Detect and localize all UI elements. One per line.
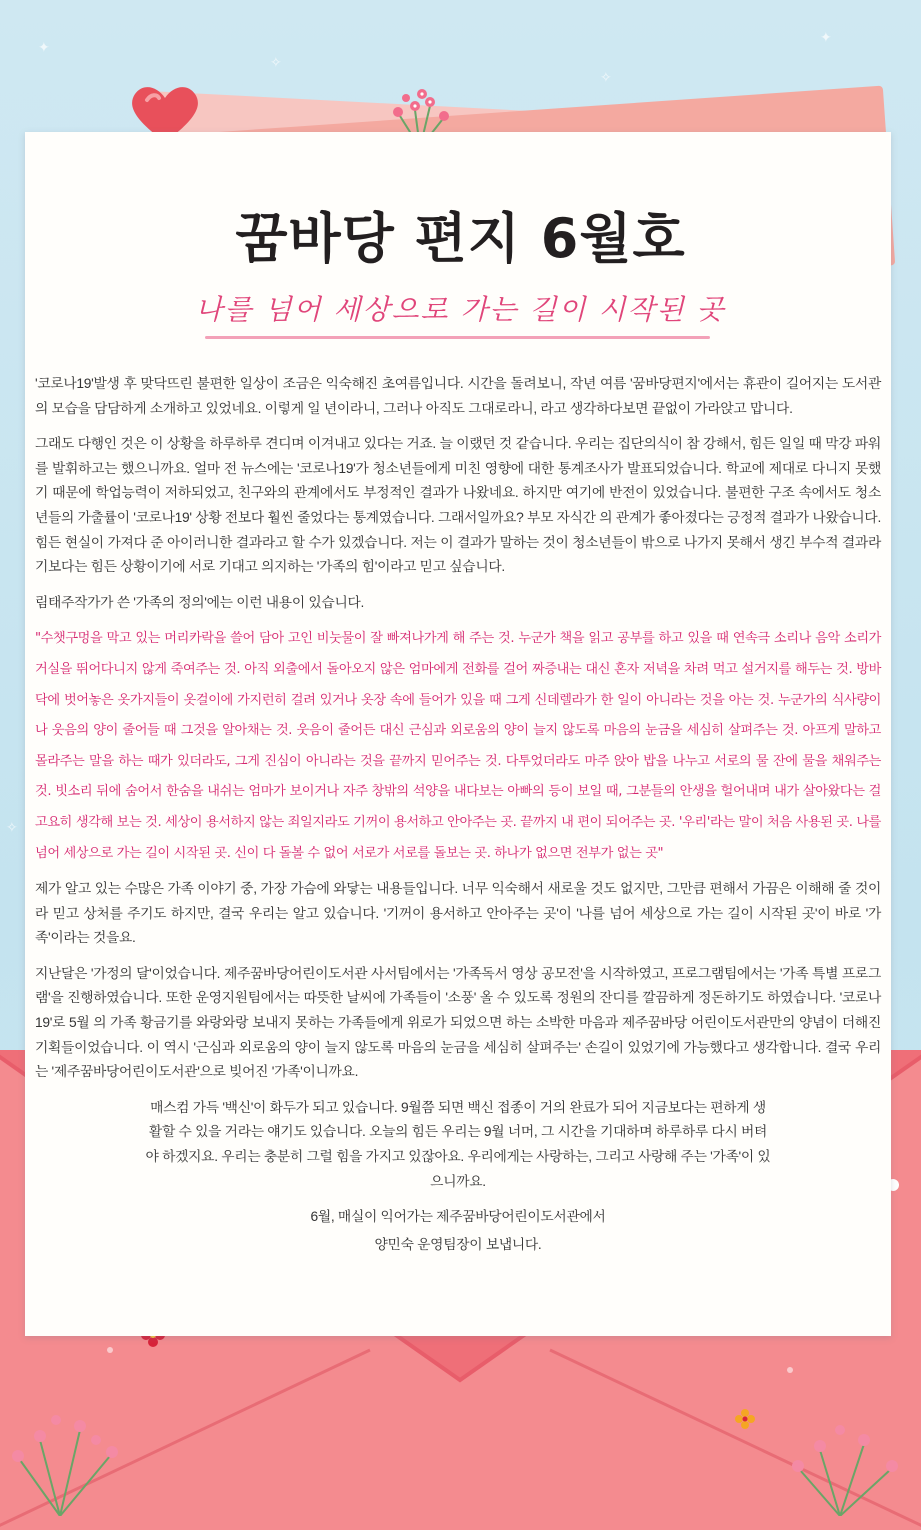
paragraph-family-month: 지난달은 '가정의 달'이었습니다. 제주꿈바당어린이도서관 사서팀에서는 '가족독서 영상 공모전'을 시작하였고, 프로그램팀에서는 '가족 특별 프로그램'을 진행하였습니다. 또한 운영지원팀에서는 따뜻한 날씨에 가족들이 '소풍' 올 수 있도록 정원의 잔디를 깔끔하게 정돈하기도 하였습니다. '코로나19'로 5월 의 가족 황금기를 와랑와랑 보내지 못하는 가족들에게 위로가 되었으면 하는 소박한 마음과 제주꿈바당 어린이도서관만의 양념이 더해진 기획들이었습니다. 이 역시 '근심과 외로움의 양이 늘지 않도록 마음의 눈금을 세심히 살펴주는' 손길이 있었기에 가능했다고 생각합니다. 결국 우리는 '제주꿈바당어린이도서관'으로 빚어진 '가족'이니까요. bbox=[35, 965, 881, 1080]
sparkle-icon: ✦ bbox=[38, 40, 50, 56]
signature-line-1: 6월, 매실이 익어가는 제주꿈바당어린이도서관에서 bbox=[310, 1209, 606, 1225]
signature-line-2: 양민숙 운영팀장이 보냅니다. bbox=[374, 1236, 542, 1252]
paragraph-statistics: 그래도 다행인 것은 이 상황을 하루하루 견디며 이겨내고 있다는 거죠. 늘 이랬던 것 같습니다. 우리는 집단의식이 참 강해서, 힘든 일일 때 막강 파워를 발휘하고는 했으니까요. 얼마 전 뉴스에는 '코로나19'가 청소년들에게 미친 영향에 대한 통계조사가 발표되었습니다. 학교에 제대로 다니지 못했기 때문에 학업능력이 저하되었고, 친구와의 관계에서도 부정적인 결과가 나왔네요. 하지만 여기에 반전이 있었습니다. 불편한 구조 속에서도 청소년들의 가출률이 '코로나19' 상황 전보다 훨씬 줄었다는 통계였습니다. 그래서일까요? 부모 자식간 의 관계가 좋아졌다는 긍정적 결과가 나왔습니다. 힘든 현실이 가져다 준 아이러니한 결과라고 할 수가 있겠습니다. 저는 이 결과가 말하는 것이 청소년들이 밖으로 나가지 못해서 생긴 부수적 결과라기보다는 힘든 상황이기에 서로 기대고 의지하는 '가족의 힘'이라고 믿고 싶습니다. bbox=[35, 436, 881, 575]
paragraph-reflection: 제가 알고 있는 수많은 가족 이야기 중, 가장 가슴에 와닿는 내용들입니다. 너무 익숙해서 새로울 것도 없지만, 그만큼 편해서 가끔은 이해해 줄 것이라 믿고 상처를 주기도 하지만, 결국 우리는 알고 있습니다. '기꺼이 용서하고 안아주는 곳'이 '나를 넘어 세상으로 가는 길이 시작된 곳'이 바로 '가족'이라는 것을요. bbox=[35, 881, 881, 946]
sparkle-icon: ✧ bbox=[600, 70, 612, 86]
sparkle-icon: ✧ bbox=[270, 55, 282, 71]
quote-block: "수챗구멍을 막고 있는 머리카락을 쓸어 담아 고인 비눗물이 잘 빠져나가게 해 주는 것. 누군가 책을 읽고 공부를 하고 있을 때 연속극 소리나 음악 소리가 거실을 뛰어다니지 않게 죽여주는 것. 아직 외출에서 돌아오지 않은 엄마에게 전화를 걸어 짜증내는 대신 혼자 저녁을 차려 먹고 설거지를 해두는 것. 방바닥에 벗어놓은 옷가지들이 옷걸이에 가지런히 걸려 있거나 옷장 속에 들어가 있을 때 그게 신데렐라가 한 일이 아니라는 것을 아는 것. 누군가의 식사량이나 웃음의 양이 줄어들 때 그것을 알아채는 것. 웃음이 줄어든 대신 근심과 외로움의 양이 늘지 않도록 마음의 눈금을 세심히 살펴주는 것. 아프게 말하고 몰라주는 말을 하는 때가 있더라도, 그게 진심이 아니라는 것을 끝까지 믿어주는 것. 다투었더라도 마주 앉아 밥을 나누고 서로의 물 잔에 물을 채워주는 것. 빗소리 뒤에 숨어서 한숨을 내쉬는 엄마가 보이거나 자주 창밖의 석양을 내다보는 아빠의 등이 보일 때, 그분들의 안생을 헐어내며 내가 살아왔다는 걸 고요히 생각해 보는 것. 세상이 용서하지 않는 죄일지라도 기꺼이 용서하고 안아주는 곳. 끝까지 내 편이 되어주는 곳. '우리'라는 말이 처음 사용된 곳. 나를 넘어 세상으로 가는 길이 시작된 곳. 신이 다 돌볼 수 없어 서로가 서로를 돌보는 곳. 하나가 없으면 전부가 없는 곳" bbox=[35, 631, 881, 861]
sparkle-icon: ✧ bbox=[6, 820, 18, 836]
flower-icon bbox=[740, 1390, 921, 1516]
paragraph-vaccine: 매스컴 가득 '백신'이 화두가 되고 있습니다. 9월쯤 되면 백신 접종이 거의 완료가 되어 지금보다는 편하게 생활할 수 있을 거라는 얘기도 있습니다. 오늘의 힘든 우리는 9월 너머, 그 시간을 기대하며 하루하루 다시 버텨야 하겠지요. 우리는 충분히 그럴 힘을 가지고 있잖아요. 우리에게는 사랑하는, 그리고 사랑해 주는 '가족'이 있으니까요. bbox=[145, 1099, 771, 1189]
flower-icon bbox=[734, 1408, 756, 1430]
paragraph-intro: '코로나19'발생 후 맞닥뜨린 불편한 일상이 조금은 익숙해진 초여름입니다. 시간을 돌려보니, 작년 여름 '꿈바당편지'에서는 휴관이 길어지는 도서관의 모습을 담담하게 소개하고 있었네요. 이렇게 일 년이라니, 그러나 아직도 그대로라니, 라고 생각하다보면 끝없이 가라앉고 맙니다. bbox=[35, 376, 881, 416]
subtitle-underline bbox=[205, 336, 710, 339]
letter-body bbox=[35, 372, 881, 1268]
page-subtitle: 나를 넘어 세상으로 가는 길이 시작된 곳 bbox=[195, 293, 726, 326]
paragraph-quote-intro: 림태주작가가 쓴 '가족의 정의'에는 이런 내용이 있습니다. bbox=[35, 594, 365, 610]
page-title: 꿈바당 편지 6월호 bbox=[235, 207, 686, 270]
sparkle-icon: ✦ bbox=[820, 30, 832, 46]
flower-icon bbox=[0, 1380, 160, 1516]
